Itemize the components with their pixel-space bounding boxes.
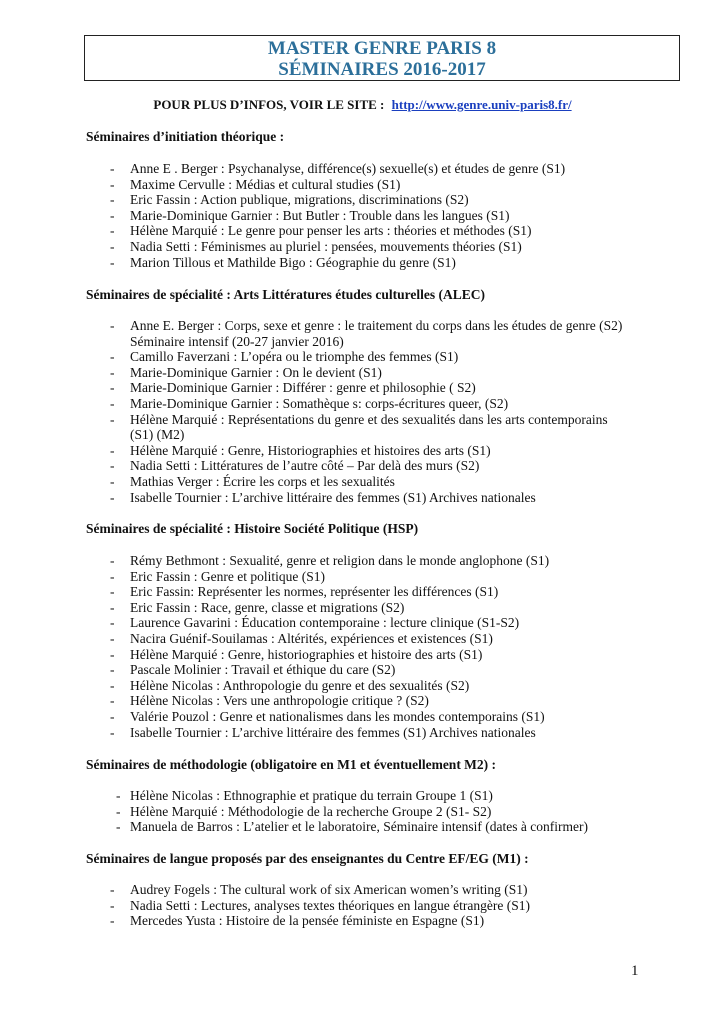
dash-marker: - [110,677,115,693]
page-number: 1 [631,963,639,979]
dash-marker: - [116,819,121,835]
dash-marker: - [110,349,115,365]
item-text: Hélène Nicolas : Anthropologie du genre et des sexualités (S2) [130,677,470,693]
list-item [0,443,690,459]
item-text: Nadia Setti : Lectures, analyses textes théoriques en langue étrangère (S1) [130,897,530,913]
item-text: Nadia Setti : Féminismes au pluriel : pensées, mouvements théories (S1) [130,238,522,254]
list-item [0,255,690,271]
list-item [0,788,690,804]
list-item [0,208,690,224]
title-box [84,35,680,81]
dash-marker: - [110,724,115,740]
item-text: Hélène Nicolas : Ethnographie et pratique du terrain Groupe 1 (S1) [130,788,493,803]
list-item [0,223,690,239]
dash-marker: - [110,630,115,646]
dash-marker: - [110,176,115,192]
item-text: Nadia Setti : Littératures de l’autre côté – Par delà des murs (S2) [130,458,480,474]
dash-marker: - [116,803,121,819]
list-item [0,882,690,898]
dash-marker: - [110,882,115,897]
dash-marker: - [110,238,115,254]
item-text: Maxime Cervulle : Médias et cultural studies (S1) [130,176,401,192]
item-text: Eric Fassin: Représenter les normes, représenter les différences (S1) [130,584,499,600]
item-text: Marie-Dominique Garnier : Somathèque s: corps-écritures queer, (S2) [130,395,509,411]
item-text: Hélène Marquié : Représentations du genre et des sexualités dans les arts contemporains [130,411,608,427]
item-text: Manuela de Barros : L’atelier et le laboratoire, Séminaire intensif (dates à confirmer) [130,819,588,835]
list-item [0,819,690,835]
dash-marker: - [110,223,115,239]
list-item [0,804,690,820]
item-text: Isabelle Tournier : L’archive littéraire des femmes (S1) Archives nationales [130,489,536,505]
dash-marker: - [110,913,115,929]
dash-marker: - [110,192,115,208]
list-item [0,349,690,365]
website-link[interactable]: http://www.genre.univ-paris8.fr/ [391,97,572,112]
dash-marker: - [110,693,115,709]
list-item [0,192,690,208]
list-item [0,600,690,616]
dash-marker: - [110,254,115,270]
list-item [0,898,690,914]
list-item [0,412,690,428]
list-item [0,474,690,490]
list-item [0,693,690,709]
item-text: Rémy Bethmont : Sexualité, genre et religion dans le monde anglophone (S1) [130,553,550,568]
section-title-hsp: Séminaires de spécialité : Histoire Société Politique (HSP) [86,521,419,536]
list-item [0,913,690,929]
item-text: Hélène Marquié : Genre, Historiographies et histoires des arts (S1) [130,442,491,458]
list-item [0,177,690,193]
list-item [0,662,690,678]
item-text: Camillo Faverzani : L’opéra ou le triomphe des femmes (S1) [130,349,459,365]
item-text: Anne E . Berger : Psychanalyse, différence(s) sexuelle(s) et études de genre (S1) [130,161,566,176]
item-text: Anne E. Berger : Corps, sexe et genre : le traitement du corps dans les études de genre (S2) [130,318,623,333]
item-text: Eric Fassin : Genre et politique (S1) [130,568,325,584]
list-item [0,490,690,506]
list-item [0,631,690,647]
item-text: Laurence Gavarini : Éducation contemporaine : lecture clinique (S1-S2) [130,615,520,631]
list-item [0,678,690,694]
item-text: Eric Fassin : Action publique, migrations, discriminations (S2) [130,192,469,208]
list-item [0,318,690,334]
dash-marker: - [110,897,115,913]
dash-marker: - [110,553,115,568]
list-item [0,553,690,569]
list-item-continuation [0,334,690,350]
list-initiation [0,161,690,270]
item-text: Audrey Fogels : The cultural work of six American women’s writing (S1) [130,882,528,897]
item-text: Hélène Marquié : Genre, historiographies et histoire des arts (S1) [130,646,483,662]
dash-marker: - [110,599,115,615]
dash-marker: - [110,318,115,333]
title-line-2: SÉMINAIRES 2016-2017 [278,59,486,80]
section-title-methodologie: Séminaires de méthodologie (obligatoire en M1 et éventuellement M2) : [86,757,497,772]
item-text: Hélène Nicolas : Vers une anthropologie critique ? (S2) [130,693,429,709]
item-text: Séminaire intensif (20-27 janvier 2016) [130,333,344,349]
item-text: Pascale Molinier : Travail et éthique du care (S2) [130,662,396,678]
dash-marker: - [110,646,115,662]
dash-marker: - [110,161,115,176]
title-line-1: MASTER GENRE PARIS 8 [267,38,497,59]
item-text: Mercedes Yusta : Histoire de la pensée féministe en Espagne (S1) [130,913,485,929]
list-item-continuation [0,427,690,443]
dash-marker: - [110,207,115,223]
dash-marker: - [110,364,115,380]
item-text: Marion Tillous et Mathilde Bigo : Géographie du genre (S1) [130,254,456,270]
list-item [0,239,690,255]
list-item [0,725,690,741]
dash-marker: - [110,662,115,678]
list-alec [0,318,690,505]
dash-marker: - [110,489,115,505]
item-text: Marie-Dominique Garnier : On le devient (S1) [130,364,382,380]
list-item [0,569,690,585]
item-text: Valérie Pouzol : Genre et nationalismes dans les mondes contemporains (S1) [130,708,545,724]
info-label: POUR PLUS D’INFOS, VOIR LE SITE : [153,97,385,112]
item-text: Mathias Verger : Écrire les corps et les sexualités [130,473,395,489]
dash-marker: - [110,584,115,600]
info-line [0,97,725,113]
dash-marker: - [110,473,115,489]
item-text: Nacira Guénif-Souilamas : Altérités, expériences et existences (S1) [130,630,493,646]
dash-marker: - [110,411,115,427]
dash-marker: - [116,788,121,803]
section-title-initiation: Séminaires d’initiation théorique : [86,129,285,144]
list-hsp [0,553,690,740]
list-item [0,709,690,725]
item-text: (S1) (M2) [130,427,185,443]
list-item [0,584,690,600]
list-item [0,365,690,381]
list-item [0,458,690,474]
dash-marker: - [110,568,115,584]
dash-marker: - [110,708,115,724]
item-text: Eric Fassin : Race, genre, classe et migrations (S2) [130,599,405,615]
dash-marker: - [110,458,115,474]
dash-marker: - [110,395,115,411]
list-item [0,380,690,396]
dash-marker: - [110,380,115,396]
dash-marker: - [110,442,115,458]
section-title-langue: Séminaires de langue proposés par des enseignantes du Centre EF/EG (M1) : [86,851,529,866]
item-text: Marie-Dominique Garnier : Différer : genre et philosophie ( S2) [130,380,476,396]
list-item [0,396,690,412]
item-text: Hélène Marquié : Le genre pour penser les arts : théories et méthodes (S1) [130,223,532,239]
item-text: Marie-Dominique Garnier : But Butler : Trouble dans les langues (S1) [130,207,510,223]
item-text: Hélène Marquié : Méthodologie de la recherche Groupe 2 (S1- S2) [130,803,492,819]
section-title-alec: Séminaires de spécialité : Arts Littératures études culturelles (ALEC) [86,287,485,302]
list-item [0,161,690,177]
list-langue [0,882,690,929]
list-item [0,615,690,631]
list-item [0,647,690,663]
dash-marker: - [110,615,115,631]
item-text: Isabelle Tournier : L’archive littéraire des femmes (S1) Archives nationales [130,724,536,740]
list-methodologie [0,788,690,835]
